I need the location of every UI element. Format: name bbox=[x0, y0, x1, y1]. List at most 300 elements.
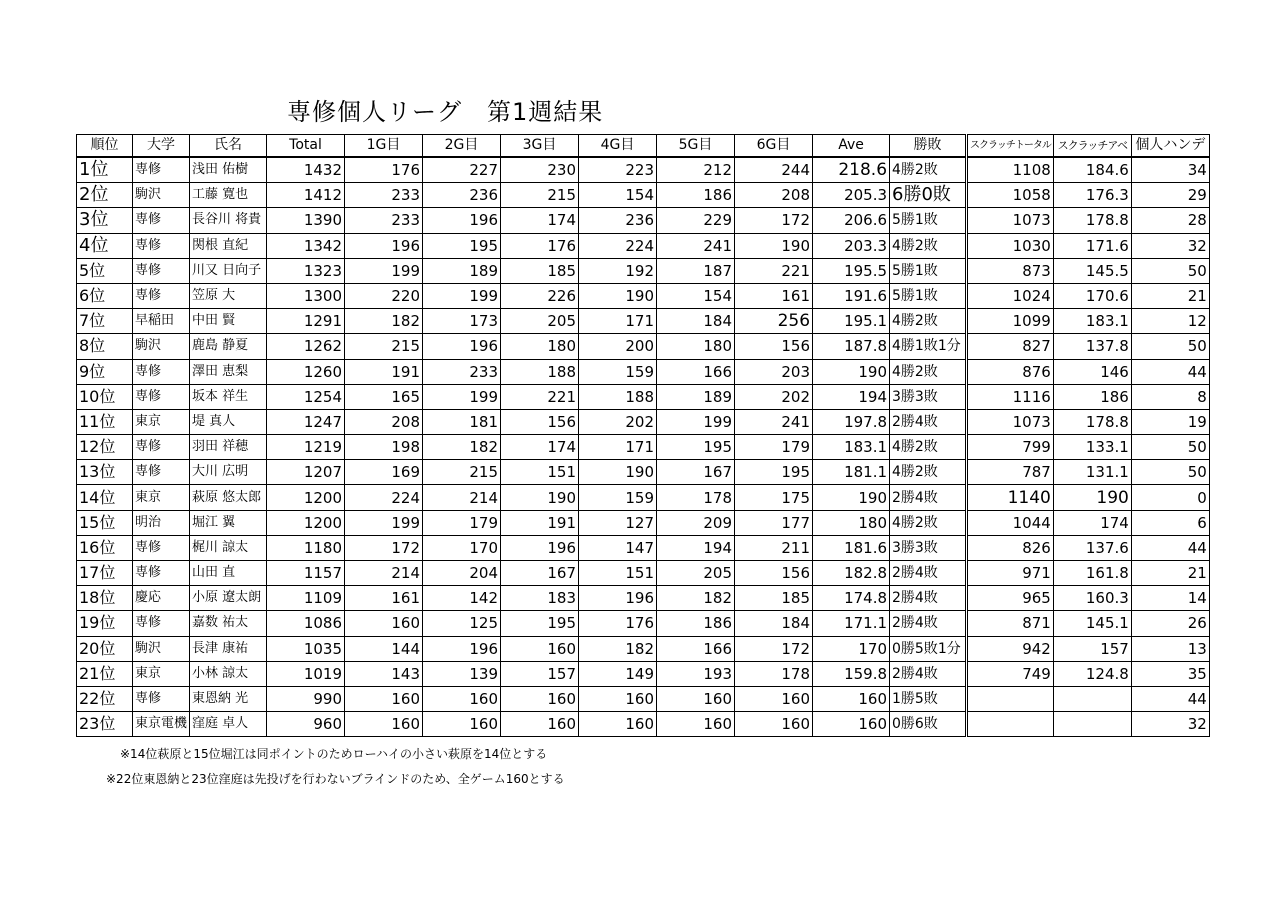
game-2-cell: 160 bbox=[423, 712, 501, 737]
university-cell: 専修 bbox=[133, 535, 190, 560]
game-5-cell: 212 bbox=[657, 157, 735, 183]
total-cell: 1200 bbox=[267, 510, 345, 535]
university-cell: 東京 bbox=[133, 485, 190, 510]
game-6-cell: 195 bbox=[735, 460, 813, 485]
game-6-cell: 175 bbox=[735, 485, 813, 510]
game-1-cell: 208 bbox=[345, 409, 423, 434]
total-cell: 990 bbox=[267, 686, 345, 711]
game-5-cell: 241 bbox=[657, 233, 735, 258]
scratch-total-cell: 1099 bbox=[967, 309, 1054, 334]
average-cell: 203.3 bbox=[813, 233, 890, 258]
university-cell: 専修 bbox=[133, 561, 190, 586]
table-row bbox=[77, 611, 1210, 636]
game-2-cell: 195 bbox=[423, 233, 501, 258]
handicap-cell: 32 bbox=[1131, 233, 1209, 258]
rank-cell: 20位 bbox=[77, 636, 133, 661]
rank-cell: 6位 bbox=[77, 283, 133, 308]
game-6-cell: 185 bbox=[735, 586, 813, 611]
scratch-average-cell: 178.8 bbox=[1053, 208, 1131, 233]
game-4-cell: 159 bbox=[579, 359, 657, 384]
handicap-cell: 50 bbox=[1131, 334, 1209, 359]
footnote-1: ※14位萩原と15位堀江は同ポイントのためローハイの小さい萩原を14位とする bbox=[120, 747, 548, 761]
record-cell: 2勝4敗 bbox=[890, 586, 967, 611]
university-cell: 専修 bbox=[133, 283, 190, 308]
name-cell: 小林 諒太 bbox=[190, 661, 267, 686]
game-6-cell: 202 bbox=[735, 384, 813, 409]
game-6-cell: 177 bbox=[735, 510, 813, 535]
game-6-cell: 172 bbox=[735, 636, 813, 661]
scratch-average-cell: 184.6 bbox=[1053, 157, 1131, 183]
scratch-total-cell: 873 bbox=[967, 258, 1054, 283]
rank-cell: 1位 bbox=[77, 157, 133, 183]
game-5-cell: 187 bbox=[657, 258, 735, 283]
game-1-cell: 169 bbox=[345, 460, 423, 485]
game-5-cell: 193 bbox=[657, 661, 735, 686]
record-cell: 4勝2敗 bbox=[890, 510, 967, 535]
scratch-average-cell: 157 bbox=[1053, 636, 1131, 661]
game-1-cell: 182 bbox=[345, 309, 423, 334]
rank-cell: 4位 bbox=[77, 233, 133, 258]
game-6-cell: 190 bbox=[735, 233, 813, 258]
table-row bbox=[77, 233, 1210, 258]
university-cell: 駒沢 bbox=[133, 636, 190, 661]
average-cell: 182.8 bbox=[813, 561, 890, 586]
header-rank: 順位 bbox=[77, 135, 133, 158]
university-cell: 駒沢 bbox=[133, 183, 190, 208]
game-3-cell: 215 bbox=[501, 183, 579, 208]
total-cell: 1157 bbox=[267, 561, 345, 586]
game-2-cell: 199 bbox=[423, 283, 501, 308]
total-cell: 1323 bbox=[267, 258, 345, 283]
game-4-cell: 236 bbox=[579, 208, 657, 233]
scratch-average-cell: 190 bbox=[1053, 485, 1131, 510]
record-cell: 4勝2敗 bbox=[890, 233, 967, 258]
handicap-cell: 8 bbox=[1131, 384, 1209, 409]
game-4-cell: 171 bbox=[579, 309, 657, 334]
scratch-total-cell: 942 bbox=[967, 636, 1054, 661]
game-2-cell: 173 bbox=[423, 309, 501, 334]
university-cell: 慶応 bbox=[133, 586, 190, 611]
game-1-cell: 172 bbox=[345, 535, 423, 560]
header-total: Total bbox=[267, 135, 345, 158]
total-cell: 1260 bbox=[267, 359, 345, 384]
game-6-cell: 241 bbox=[735, 409, 813, 434]
name-cell: 中田 賢 bbox=[190, 309, 267, 334]
results-table bbox=[76, 134, 1210, 737]
average-cell: 190 bbox=[813, 359, 890, 384]
game-6-cell: 178 bbox=[735, 661, 813, 686]
game-6-cell: 256 bbox=[735, 309, 813, 334]
scratch-average-cell: 183.1 bbox=[1053, 309, 1131, 334]
record-cell: 2勝4敗 bbox=[890, 661, 967, 686]
game-5-cell: 205 bbox=[657, 561, 735, 586]
university-cell: 明治 bbox=[133, 510, 190, 535]
game-5-cell: 194 bbox=[657, 535, 735, 560]
name-cell: 鹿島 静夏 bbox=[190, 334, 267, 359]
header-university: 大学 bbox=[133, 135, 190, 158]
rank-cell: 19位 bbox=[77, 611, 133, 636]
game-2-cell: 160 bbox=[423, 686, 501, 711]
header-game-5: 5G目 bbox=[657, 135, 735, 158]
header-scratch-total: スクラッチトータル bbox=[967, 135, 1054, 158]
rank-cell: 10位 bbox=[77, 384, 133, 409]
game-1-cell: 198 bbox=[345, 435, 423, 460]
university-cell: 早稲田 bbox=[133, 309, 190, 334]
average-cell: 181.1 bbox=[813, 460, 890, 485]
total-cell: 1200 bbox=[267, 485, 345, 510]
university-cell: 専修 bbox=[133, 258, 190, 283]
game-3-cell: 174 bbox=[501, 435, 579, 460]
name-cell: 関根 直紀 bbox=[190, 233, 267, 258]
header-scratch-average: スクラッチアベ bbox=[1053, 135, 1131, 158]
table-row bbox=[77, 183, 1210, 208]
game-1-cell: 143 bbox=[345, 661, 423, 686]
game-2-cell: 142 bbox=[423, 586, 501, 611]
table-row bbox=[77, 485, 1210, 510]
game-5-cell: 166 bbox=[657, 636, 735, 661]
handicap-cell: 28 bbox=[1131, 208, 1209, 233]
university-cell: 専修 bbox=[133, 611, 190, 636]
name-cell: 川又 日向子 bbox=[190, 258, 267, 283]
rank-cell: 13位 bbox=[77, 460, 133, 485]
rank-cell: 14位 bbox=[77, 485, 133, 510]
table-row bbox=[77, 460, 1210, 485]
scratch-average-cell: 160.3 bbox=[1053, 586, 1131, 611]
total-cell: 1180 bbox=[267, 535, 345, 560]
university-cell: 専修 bbox=[133, 460, 190, 485]
table-row bbox=[77, 510, 1210, 535]
average-cell: 171.1 bbox=[813, 611, 890, 636]
handicap-cell: 34 bbox=[1131, 157, 1209, 183]
scratch-average-cell: 161.8 bbox=[1053, 561, 1131, 586]
handicap-cell: 6 bbox=[1131, 510, 1209, 535]
handicap-cell: 44 bbox=[1131, 686, 1209, 711]
total-cell: 1019 bbox=[267, 661, 345, 686]
scratch-average-cell bbox=[1053, 712, 1131, 737]
average-cell: 181.6 bbox=[813, 535, 890, 560]
game-5-cell: 166 bbox=[657, 359, 735, 384]
record-cell: 4勝2敗 bbox=[890, 359, 967, 384]
university-cell: 専修 bbox=[133, 686, 190, 711]
handicap-cell: 50 bbox=[1131, 460, 1209, 485]
rank-cell: 15位 bbox=[77, 510, 133, 535]
scratch-total-cell bbox=[967, 712, 1054, 737]
name-cell: 工藤 寛也 bbox=[190, 183, 267, 208]
rank-cell: 11位 bbox=[77, 409, 133, 434]
game-5-cell: 186 bbox=[657, 183, 735, 208]
game-3-cell: 156 bbox=[501, 409, 579, 434]
name-cell: 小原 遼太朗 bbox=[190, 586, 267, 611]
table-row bbox=[77, 712, 1210, 737]
game-5-cell: 160 bbox=[657, 712, 735, 737]
game-5-cell: 180 bbox=[657, 334, 735, 359]
game-6-cell: 179 bbox=[735, 435, 813, 460]
rank-cell: 9位 bbox=[77, 359, 133, 384]
university-cell: 専修 bbox=[133, 435, 190, 460]
university-cell: 専修 bbox=[133, 359, 190, 384]
name-cell: 堀江 翼 bbox=[190, 510, 267, 535]
record-cell: 4勝1敗1分 bbox=[890, 334, 967, 359]
record-cell: 5勝1敗 bbox=[890, 208, 967, 233]
table-row bbox=[77, 359, 1210, 384]
name-cell: 梶川 諒太 bbox=[190, 535, 267, 560]
total-cell: 1390 bbox=[267, 208, 345, 233]
rank-cell: 8位 bbox=[77, 334, 133, 359]
game-4-cell: 224 bbox=[579, 233, 657, 258]
average-cell: 174.8 bbox=[813, 586, 890, 611]
handicap-cell: 44 bbox=[1131, 535, 1209, 560]
scratch-total-cell: 1030 bbox=[967, 233, 1054, 258]
table-row bbox=[77, 208, 1210, 233]
rank-cell: 7位 bbox=[77, 309, 133, 334]
scratch-average-cell: 146 bbox=[1053, 359, 1131, 384]
name-cell: 萩原 悠太郎 bbox=[190, 485, 267, 510]
game-5-cell: 184 bbox=[657, 309, 735, 334]
average-cell: 180 bbox=[813, 510, 890, 535]
scratch-total-cell: 1058 bbox=[967, 183, 1054, 208]
game-1-cell: 220 bbox=[345, 283, 423, 308]
game-6-cell: 211 bbox=[735, 535, 813, 560]
game-6-cell: 172 bbox=[735, 208, 813, 233]
record-cell: 2勝4敗 bbox=[890, 611, 967, 636]
game-3-cell: 183 bbox=[501, 586, 579, 611]
scratch-average-cell: 186 bbox=[1053, 384, 1131, 409]
rank-cell: 3位 bbox=[77, 208, 133, 233]
header-record: 勝敗 bbox=[890, 135, 967, 158]
game-5-cell: 229 bbox=[657, 208, 735, 233]
game-1-cell: 214 bbox=[345, 561, 423, 586]
game-2-cell: 125 bbox=[423, 611, 501, 636]
name-cell: 浅田 佑樹 bbox=[190, 157, 267, 183]
game-3-cell: 151 bbox=[501, 460, 579, 485]
game-4-cell: 190 bbox=[579, 460, 657, 485]
record-cell: 4勝2敗 bbox=[890, 157, 967, 183]
game-4-cell: 171 bbox=[579, 435, 657, 460]
name-cell: 長津 康祐 bbox=[190, 636, 267, 661]
game-1-cell: 191 bbox=[345, 359, 423, 384]
total-cell: 1412 bbox=[267, 183, 345, 208]
record-cell: 2勝4敗 bbox=[890, 561, 967, 586]
scratch-total-cell: 876 bbox=[967, 359, 1054, 384]
page-title: 専修個人リーグ 第1週結果 bbox=[287, 98, 604, 126]
handicap-cell: 50 bbox=[1131, 258, 1209, 283]
name-cell: 大川 広明 bbox=[190, 460, 267, 485]
average-cell: 205.3 bbox=[813, 183, 890, 208]
table-row bbox=[77, 586, 1210, 611]
game-4-cell: 127 bbox=[579, 510, 657, 535]
game-1-cell: 233 bbox=[345, 208, 423, 233]
record-cell: 4勝2敗 bbox=[890, 460, 967, 485]
game-6-cell: 160 bbox=[735, 712, 813, 737]
scratch-total-cell: 827 bbox=[967, 334, 1054, 359]
scratch-total-cell: 1024 bbox=[967, 283, 1054, 308]
game-2-cell: 227 bbox=[423, 157, 501, 183]
scratch-total-cell: 1073 bbox=[967, 409, 1054, 434]
total-cell: 1254 bbox=[267, 384, 345, 409]
game-5-cell: 186 bbox=[657, 611, 735, 636]
game-3-cell: 160 bbox=[501, 712, 579, 737]
results-body bbox=[77, 157, 1210, 737]
game-2-cell: 170 bbox=[423, 535, 501, 560]
rank-cell: 16位 bbox=[77, 535, 133, 560]
game-5-cell: 209 bbox=[657, 510, 735, 535]
game-4-cell: 202 bbox=[579, 409, 657, 434]
average-cell: 160 bbox=[813, 712, 890, 737]
game-3-cell: 230 bbox=[501, 157, 579, 183]
rank-cell: 2位 bbox=[77, 183, 133, 208]
name-cell: 嘉数 祐太 bbox=[190, 611, 267, 636]
scratch-total-cell: 749 bbox=[967, 661, 1054, 686]
university-cell: 東京 bbox=[133, 661, 190, 686]
record-cell: 2勝4敗 bbox=[890, 409, 967, 434]
name-cell: 長谷川 将貴 bbox=[190, 208, 267, 233]
handicap-cell: 13 bbox=[1131, 636, 1209, 661]
header-game-1: 1G目 bbox=[345, 135, 423, 158]
header-handicap: 個人ハンデ bbox=[1131, 135, 1209, 158]
table-row bbox=[77, 409, 1210, 434]
game-1-cell: 176 bbox=[345, 157, 423, 183]
university-cell: 専修 bbox=[133, 208, 190, 233]
game-1-cell: 161 bbox=[345, 586, 423, 611]
record-cell: 5勝1敗 bbox=[890, 258, 967, 283]
total-cell: 1109 bbox=[267, 586, 345, 611]
game-3-cell: 205 bbox=[501, 309, 579, 334]
game-4-cell: 154 bbox=[579, 183, 657, 208]
scratch-total-cell: 1044 bbox=[967, 510, 1054, 535]
rank-cell: 12位 bbox=[77, 435, 133, 460]
scratch-average-cell: 145.1 bbox=[1053, 611, 1131, 636]
game-2-cell: 215 bbox=[423, 460, 501, 485]
game-2-cell: 179 bbox=[423, 510, 501, 535]
header-name: 氏名 bbox=[190, 135, 267, 158]
game-2-cell: 196 bbox=[423, 334, 501, 359]
game-2-cell: 236 bbox=[423, 183, 501, 208]
total-cell: 1432 bbox=[267, 157, 345, 183]
handicap-cell: 44 bbox=[1131, 359, 1209, 384]
handicap-cell: 26 bbox=[1131, 611, 1209, 636]
game-3-cell: 160 bbox=[501, 636, 579, 661]
record-cell: 6勝0敗 bbox=[890, 183, 967, 208]
scratch-average-cell: 178.8 bbox=[1053, 409, 1131, 434]
total-cell: 960 bbox=[267, 712, 345, 737]
record-cell: 4勝2敗 bbox=[890, 435, 967, 460]
scratch-total-cell: 971 bbox=[967, 561, 1054, 586]
handicap-cell: 0 bbox=[1131, 485, 1209, 510]
table-row bbox=[77, 309, 1210, 334]
scratch-average-cell: 145.5 bbox=[1053, 258, 1131, 283]
game-5-cell: 199 bbox=[657, 409, 735, 434]
average-cell: 195.1 bbox=[813, 309, 890, 334]
average-cell: 197.8 bbox=[813, 409, 890, 434]
game-4-cell: 151 bbox=[579, 561, 657, 586]
game-3-cell: 180 bbox=[501, 334, 579, 359]
game-3-cell: 174 bbox=[501, 208, 579, 233]
game-2-cell: 233 bbox=[423, 359, 501, 384]
game-3-cell: 190 bbox=[501, 485, 579, 510]
average-cell: 170 bbox=[813, 636, 890, 661]
rank-cell: 5位 bbox=[77, 258, 133, 283]
game-2-cell: 181 bbox=[423, 409, 501, 434]
game-3-cell: 195 bbox=[501, 611, 579, 636]
game-5-cell: 154 bbox=[657, 283, 735, 308]
average-cell: 218.6 bbox=[813, 157, 890, 183]
table-row bbox=[77, 334, 1210, 359]
header-row bbox=[77, 135, 1210, 158]
scratch-total-cell: 1140 bbox=[967, 485, 1054, 510]
scratch-average-cell: 133.1 bbox=[1053, 435, 1131, 460]
record-cell: 3勝3敗 bbox=[890, 384, 967, 409]
table-row bbox=[77, 283, 1210, 308]
university-cell: 専修 bbox=[133, 384, 190, 409]
game-5-cell: 167 bbox=[657, 460, 735, 485]
name-cell: 窪庭 卓人 bbox=[190, 712, 267, 737]
scratch-total-cell: 1108 bbox=[967, 157, 1054, 183]
name-cell: 東恩納 光 bbox=[190, 686, 267, 711]
scratch-average-cell: 170.6 bbox=[1053, 283, 1131, 308]
record-cell: 0勝6敗 bbox=[890, 712, 967, 737]
game-2-cell: 139 bbox=[423, 661, 501, 686]
game-4-cell: 159 bbox=[579, 485, 657, 510]
total-cell: 1086 bbox=[267, 611, 345, 636]
game-6-cell: 184 bbox=[735, 611, 813, 636]
handicap-cell: 29 bbox=[1131, 183, 1209, 208]
rank-cell: 23位 bbox=[77, 712, 133, 737]
average-cell: 206.6 bbox=[813, 208, 890, 233]
game-5-cell: 189 bbox=[657, 384, 735, 409]
name-cell: 山田 直 bbox=[190, 561, 267, 586]
game-4-cell: 149 bbox=[579, 661, 657, 686]
record-cell: 4勝2敗 bbox=[890, 309, 967, 334]
rank-cell: 18位 bbox=[77, 586, 133, 611]
game-1-cell: 199 bbox=[345, 258, 423, 283]
game-2-cell: 204 bbox=[423, 561, 501, 586]
header-game-3: 3G目 bbox=[501, 135, 579, 158]
game-4-cell: 176 bbox=[579, 611, 657, 636]
scratch-average-cell: 131.1 bbox=[1053, 460, 1131, 485]
game-1-cell: 233 bbox=[345, 183, 423, 208]
total-cell: 1262 bbox=[267, 334, 345, 359]
scratch-total-cell bbox=[967, 686, 1054, 711]
game-2-cell: 199 bbox=[423, 384, 501, 409]
scratch-average-cell: 176.3 bbox=[1053, 183, 1131, 208]
handicap-cell: 19 bbox=[1131, 409, 1209, 434]
total-cell: 1219 bbox=[267, 435, 345, 460]
average-cell: 159.8 bbox=[813, 661, 890, 686]
average-cell: 187.8 bbox=[813, 334, 890, 359]
game-1-cell: 199 bbox=[345, 510, 423, 535]
scratch-total-cell: 965 bbox=[967, 586, 1054, 611]
scratch-average-cell bbox=[1053, 686, 1131, 711]
game-1-cell: 196 bbox=[345, 233, 423, 258]
table-row bbox=[77, 561, 1210, 586]
game-6-cell: 221 bbox=[735, 258, 813, 283]
game-3-cell: 185 bbox=[501, 258, 579, 283]
table-row bbox=[77, 435, 1210, 460]
game-4-cell: 147 bbox=[579, 535, 657, 560]
game-3-cell: 157 bbox=[501, 661, 579, 686]
game-6-cell: 161 bbox=[735, 283, 813, 308]
game-1-cell: 165 bbox=[345, 384, 423, 409]
rank-cell: 17位 bbox=[77, 561, 133, 586]
record-cell: 2勝4敗 bbox=[890, 485, 967, 510]
name-cell: 羽田 祥穂 bbox=[190, 435, 267, 460]
record-cell: 3勝3敗 bbox=[890, 535, 967, 560]
game-4-cell: 196 bbox=[579, 586, 657, 611]
game-5-cell: 178 bbox=[657, 485, 735, 510]
game-1-cell: 144 bbox=[345, 636, 423, 661]
game-6-cell: 156 bbox=[735, 334, 813, 359]
game-6-cell: 244 bbox=[735, 157, 813, 183]
